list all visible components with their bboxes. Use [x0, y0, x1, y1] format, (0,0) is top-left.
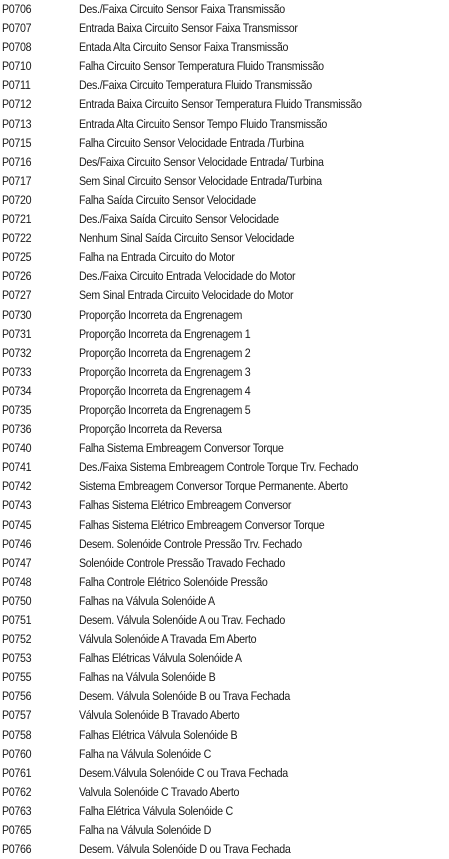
table-row	[0, 229, 449, 248]
table-row	[0, 363, 449, 382]
table-row	[0, 115, 449, 134]
fault-description: Entada Alta Circuito Sensor Faixa Transmissão	[79, 40, 289, 55]
fault-code: P0720	[2, 192, 32, 207]
fault-description: Falhas Sistema Elétrico Embreagem Conversor	[79, 498, 292, 513]
fault-code: P0756	[2, 689, 32, 704]
fault-code: P0707	[2, 21, 32, 36]
fault-code: P0753	[2, 651, 32, 666]
fault-description: Falha na Válvula Solenóide D	[79, 823, 211, 838]
fault-description: Proporção Incorreta da Engrenagem 4	[79, 383, 251, 398]
fault-description: Des./Faixa Circuito Entrada Velocidade do Motor	[79, 269, 296, 284]
table-row	[0, 210, 449, 229]
fault-description: Proporção Incorreta da Engrenagem 1	[79, 326, 251, 341]
fault-description: Valvula Solenóide C Travado Aberto	[79, 784, 240, 799]
fault-code: P0752	[2, 632, 32, 647]
table-row	[0, 726, 449, 745]
table-row	[0, 267, 449, 286]
fault-code: P0715	[2, 135, 32, 150]
fault-code: P0734	[2, 383, 32, 398]
fault-description: Des./Faixa Circuito Temperatura Fluido Transmissão	[79, 78, 312, 93]
table-row	[0, 401, 449, 420]
table-row	[0, 535, 449, 554]
fault-code: P0726	[2, 269, 32, 284]
fault-code: P0741	[2, 460, 32, 475]
fault-description: Proporção Incorreta da Engrenagem 5	[79, 402, 251, 417]
fault-description: Desem. Válvula Solenóide D ou Trava Fechada	[79, 842, 291, 857]
fault-description: Proporção Incorreta da Engrenagem 2	[79, 345, 251, 360]
table-row	[0, 764, 449, 783]
fault-description: Des./Faixa Saída Circuito Sensor Velocidade	[79, 212, 279, 227]
fault-code: P0735	[2, 402, 32, 417]
fault-code: P0717	[2, 173, 32, 188]
fault-code: P0745	[2, 517, 32, 532]
fault-code: P0730	[2, 307, 32, 322]
table-row	[0, 439, 449, 458]
table-row	[0, 668, 449, 687]
table-row	[0, 630, 449, 649]
fault-code: P0725	[2, 250, 32, 265]
fault-description: Falhas Elétricas Válvula Solenóide A	[79, 651, 242, 666]
fault-description: Nenhum Sinal Saída Circuito Sensor Velocidade	[79, 231, 295, 246]
fault-code: P0706	[2, 2, 32, 16]
fault-description: Falha Circuito Sensor Temperatura Fluido Transmissão	[79, 59, 324, 74]
fault-code: P0761	[2, 765, 32, 780]
fault-code: P0742	[2, 479, 32, 494]
fault-code: P0751	[2, 613, 32, 627]
fault-description: Proporção Incorreta da Engrenagem	[79, 307, 243, 322]
table-row	[0, 592, 449, 611]
fault-description: Entrada Baixa Circuito Sensor Faixa Transmissor	[79, 21, 298, 36]
table-row	[0, 344, 449, 363]
fault-description: Válvula Solenóide A Travada Em Aberto	[79, 632, 257, 647]
table-row	[0, 191, 449, 210]
fault-description: Proporção Incorreta da Engrenagem 3	[79, 364, 251, 379]
fault-code: P0755	[2, 670, 32, 685]
fault-code: P0711	[2, 78, 31, 93]
fault-description: Falha Circuito Sensor Velocidade Entrada /Turbina	[79, 135, 304, 150]
fault-code: P0758	[2, 727, 32, 742]
fault-code: P0736	[2, 422, 32, 437]
fault-code: P0762	[2, 784, 32, 799]
fault-description: Falhas na Válvula Solenóide B	[79, 670, 216, 685]
table-row	[0, 134, 449, 153]
fault-code: P0750	[2, 593, 32, 608]
table-row	[0, 19, 449, 38]
fault-description: Proporção Incorreta da Reversa	[79, 422, 222, 437]
fault-code: P0760	[2, 746, 32, 761]
fault-code: P0732	[2, 345, 32, 360]
fault-code: P0743	[2, 498, 32, 513]
table-row	[0, 554, 449, 573]
table-row	[0, 687, 449, 706]
table-row	[0, 325, 449, 344]
fault-description: Solenóide Controle Pressão Travado Fechado	[79, 555, 285, 570]
table-row	[0, 516, 449, 535]
table-row	[0, 649, 449, 668]
fault-code: P0765	[2, 823, 32, 838]
fault-code: P0710	[2, 59, 32, 74]
fault-description: Falhas na Válvula Solenóide A	[79, 593, 215, 608]
table-row	[0, 745, 449, 764]
fault-code: P0757	[2, 708, 32, 723]
fault-code: P0766	[2, 842, 32, 857]
fault-code: P0708	[2, 40, 32, 55]
fault-code: P0716	[2, 154, 32, 169]
fault-description: Falha Saída Circuito Sensor Velocidade	[79, 192, 256, 207]
fault-code: P0746	[2, 536, 32, 551]
fault-description: Sem Sinal Circuito Sensor Velocidade Entrada/Turbina	[79, 173, 322, 188]
table-row	[0, 496, 449, 515]
fault-description: Falha Sistema Embreagem Conversor Torque	[79, 441, 284, 456]
table-row	[0, 286, 449, 305]
fault-description: Falha na Válvula Solenóide C	[79, 746, 211, 761]
fault-code: P0763	[2, 803, 32, 818]
fault-description: Entrada Alta Circuito Sensor Tempo Fluido Transmissão	[79, 116, 328, 131]
table-row	[0, 706, 449, 725]
fault-description: Falha na Entrada Circuito do Motor	[79, 250, 235, 265]
fault-code: P0747	[2, 555, 32, 570]
table-row	[0, 477, 449, 496]
fault-description: Falhas Elétrica Válvula Solenóide B	[79, 727, 238, 742]
fault-description: Desem. Solenóide Controle Pressão Trv. Fechado	[79, 536, 302, 551]
table-row	[0, 153, 449, 172]
fault-code: P0721	[2, 212, 32, 227]
fault-code: P0740	[2, 441, 32, 456]
table-row	[0, 420, 449, 439]
fault-code: P0748	[2, 574, 32, 589]
table-row	[0, 306, 449, 325]
table-row	[0, 611, 449, 630]
table-row	[0, 76, 449, 95]
table-row	[0, 458, 449, 477]
fault-description: Des./Faixa Sistema Embreagem Controle Torque Trv. Fechado	[79, 460, 359, 475]
fault-description: Des./Faixa Circuito Sensor Faixa Transmissão	[79, 2, 285, 16]
fault-description: Entrada Baixa Circuito Sensor Temperatura Fluido Transmissão	[79, 97, 362, 112]
fault-description: Desem.Válvula Solenóide C ou Trava Fechada	[79, 765, 288, 780]
table-row	[0, 573, 449, 592]
table-row	[0, 95, 449, 114]
fault-description: Desem. Válvula Solenóide A ou Trav. Fechado	[79, 613, 286, 627]
fault-description: Falha Controle Elétrico Solenóide Pressão	[79, 574, 268, 589]
fault-code: P0713	[2, 116, 32, 131]
fault-description: Falha Elétrica Válvula Solenóide C	[79, 803, 233, 818]
fault-code: P0727	[2, 288, 32, 303]
fault-description: Des/Faixa Circuito Sensor Velocidade Entrada/ Turbina	[79, 154, 324, 169]
table-row	[0, 783, 449, 802]
table-row	[0, 802, 449, 821]
table-row	[0, 840, 449, 859]
table-row	[0, 57, 449, 76]
table-row	[0, 821, 449, 840]
fault-code: P0712	[2, 97, 32, 112]
fault-code: P0722	[2, 231, 32, 246]
table-row	[0, 38, 449, 57]
fault-description: Falhas Sistema Elétrico Embreagem Conversor Torque	[79, 517, 325, 532]
fault-description: Válvula Solenóide B Travado Aberto	[79, 708, 240, 723]
table-row	[0, 382, 449, 401]
fault-description: Sem Sinal Entrada Circuito Velocidade do Motor	[79, 288, 294, 303]
fault-description: Desem. Válvula Solenóide B ou Trava Fechada	[79, 689, 290, 704]
table-row	[0, 172, 449, 191]
table-row	[0, 248, 449, 267]
fault-description: Sistema Embreagem Conversor Torque Permanente. Aberto	[79, 479, 348, 494]
fault-code: P0733	[2, 364, 32, 379]
table-row	[0, 0, 449, 19]
fault-code: P0731	[2, 326, 32, 341]
